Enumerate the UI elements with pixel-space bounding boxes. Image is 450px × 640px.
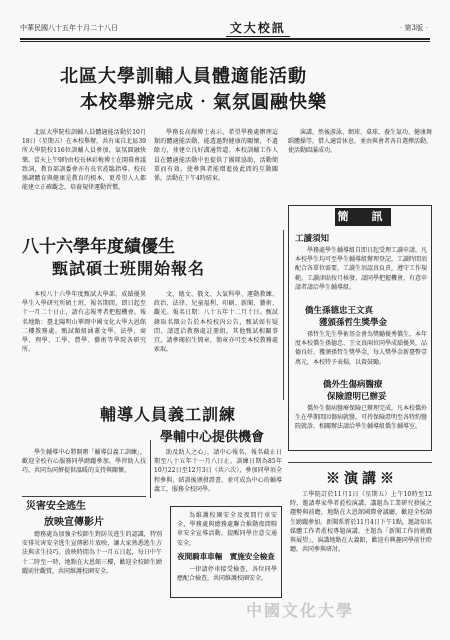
brief-item3-heading: 僑外生傷病醫療 [323, 380, 383, 390]
story1-column-1: 北區大學院校訓輔人員體適能活動於10月18日（星期五）在本校舉辦，共有東自北區39所大學院校116位訓輔人員參加，氣氛圓融快樂。當天上午9時由校長林彩梅博士在開幕會議致詞，教育部訓委會亦有長官蒞臨指導。校長強調體育與健康是教育的根本，更希望人人都能建立正確觀念，培養規律運動習慣。 [22, 129, 146, 192]
issue-date: 中華民國八十五年十月二十八日 [20, 24, 118, 32]
story2-column-1: 本校八十六學年度甄試大學部、成績優異學生入學研究所碩士班，報名期間，即日起至十一月二十日止，請有志報考者把握機會。報名地點：臺北陽明山華岡中國文化大學大恩館二樓教務處。甄試類組涵蓋文學、法學、商學、理學、工學、農學、藝術等學院各研究所。 [22, 291, 146, 354]
brief-item3-heading-2: 保險證明已辦妥 [327, 392, 387, 402]
safety-body: 一律請停車接受檢查，各位同學應配合檢查，共同維護校園安全。 [177, 566, 277, 583]
story4-subheadline: 放映宣傳影片 [44, 517, 104, 528]
masthead: 文大校訊 [226, 19, 290, 37]
brief-title: 簡 訊 [335, 208, 391, 226]
story1-headline: 北區大學訓輔人員體適能活動 [60, 66, 307, 87]
safety-notice-box [170, 506, 282, 598]
story3-headline: 輔導人員義工訓練 [100, 405, 237, 424]
story4-body: 總務處為加強全校師生對防災逃生的認識，特別安排災害安全逃生宣傳影片放映，讓大家熟悉逃生方法與求生技巧。放映時間為十一月五日起，每日中午十二時至一時，地點在大恩館三樓，歡迎全校師生踴躍前往觀賞，共同維護校園安全。 [22, 531, 162, 575]
speech-body: 工學院訂於11月1日（星期五）上午10時至12時，邀請專家學者蒞校演講，講題為工業研究發展之趨勢與前瞻，地點在大恩館國際會議廳，歡迎全校師生踴躍參加。新聞系將於11月4日下午1點，邀請知名媒體工作者蒞校專題演講，主題為「新聞工作的挑戰與展望」，演講地點在大義館，歡迎有興趣同學前往聆聽，共同參與研討。 [290, 491, 432, 554]
section-divider [22, 496, 146, 497]
header-rule [20, 38, 430, 42]
story3-column-1: 學生輔導中心將開辦「輔導員義工訓練」，歡迎全校有心服務同學踴躍參加，學習助人技巧，共同為同儕提供溫暖的支持與關懷。 [22, 449, 146, 475]
story2-headline: 八十六學年度績優生 [22, 237, 175, 257]
news-brief-box [288, 205, 432, 451]
story3-column-2: 助及助人之心」，請中心報名，報名截止日期至八十五年十一月八日止。訓練日期為85年10月22日至12月3日（共六次），參加同學須全程參與，結訓後頒發證書，並可成為中心的輔導義工，服務全校同學。 [154, 449, 282, 493]
page-number: ‧第3版‧ [397, 24, 430, 32]
brief-item2-heading: 僑生孫德忠王文真 [305, 306, 374, 316]
brief-item2-body: 孫哲生先生學術基金會為獎勵優秀僑生，本年度本校僑生孫德忠、王文真兩位同學成績優異，品德良好，獲頒孫哲生獎學金，每人獎學金新臺幣壹萬元，本校特予表揚，以資鼓勵。 [295, 331, 427, 366]
safety-headline: 夜間騎車車輛 實施安全檢查 [177, 552, 275, 561]
story1-column-2: 學務長高輝博士表示，希望學務處辦理這類的體適能活動，能透過對健康的關懷，不遺餘力，並建立良好溝通管道。本校訓輔工作人員在體適能活動中也提供了團隊協助，活動簡單而有效，使參與者能增進彼此間的互動關係，活動在下午4時結束。 [154, 129, 278, 183]
story2-column-2: 文、德文、俄文、大氣科學、運動教練、政治、法律、兒童福利、印刷、新聞、藝術、觀光。報名日期：八十五年十二月十日。甄試錄取名額公告於本校校內公告，甄試如有疑問，請逕洽教務處註冊組。其他甄試相關事宜，請參閱招生簡章，簡章亦可至本校教務處索取。 [154, 291, 278, 354]
brief-item3-body: 僑外生傷病醫療保險已辦理完成，凡本校僑外生在學期間因傷病就醫，可持保險證明至各特約醫院就診，相關辦法請洽學生輔導組僑生輔導室。 [295, 405, 427, 431]
story1-subheadline: 本校舉辦完成‧氣氛圓融快樂 [80, 92, 327, 113]
story1-column-3: 演講，然後游泳、網球、桌球、養生氣功、健康舞蹈體操等，借人適當休息，並由與會者各自選擇活動，使活動圓滿成功。 [288, 129, 432, 155]
page-header [20, 20, 430, 36]
brief-item2-heading-2: 獲頒孫哲生獎學金 [319, 318, 388, 328]
speech-title: ※演講※ [326, 471, 398, 487]
column-divider [283, 230, 284, 400]
column-divider [150, 440, 151, 498]
brief-item1-body: 學務處學生輔導組自即日起受理工讀申請，凡本校學生均可至學生輔導組辦理登記，工讀時間須配合各單位需要，工讀生須認真負責，遵守工作規範，工讀津貼按月核發。請同學把握機會，有意申請者請洽學生輔導組。 [295, 247, 427, 291]
story2-subheadline: 甄試碩士班開始報名 [52, 259, 206, 278]
safety-intro: 為維護校園安全及夜間行車安全，學務處與總務處聯合推動夜間騎車安全宣導活動，提醒同學注意交通安全。 [177, 512, 277, 547]
section-divider [288, 462, 432, 463]
watermark-logo: 中國文化大學 [246, 601, 355, 620]
story4-headline: 災害安全逃生 [26, 501, 86, 512]
brief-item1-heading: 工讀須知 [295, 234, 330, 244]
story3-subheadline: 學輔中心提供機會 [160, 430, 265, 445]
